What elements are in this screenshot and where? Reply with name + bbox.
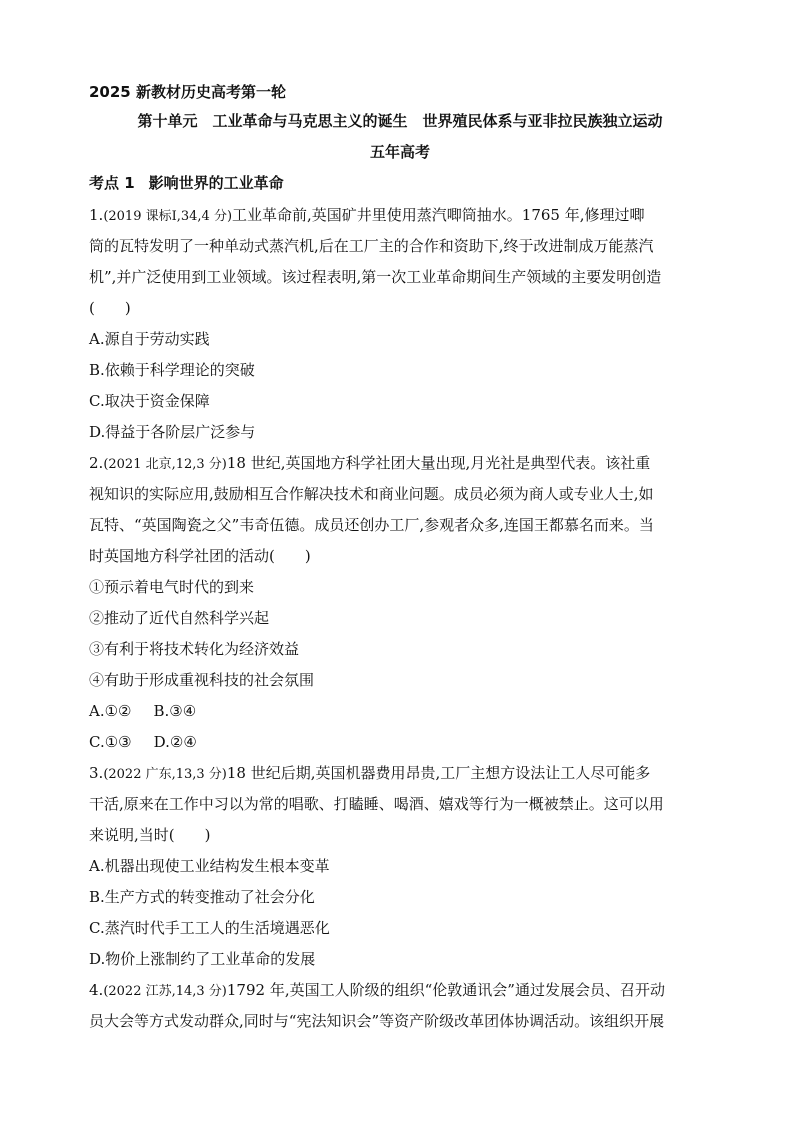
question-number: 4.: [89, 981, 104, 999]
unit-title: 第十单元 工业革命与马克思主义的诞生 世界殖民体系与亚非拉民族独立运动: [137, 112, 663, 130]
option-a: A.①②: [89, 702, 132, 720]
option-a: A.机器出现使工业结构发生根本变革: [89, 857, 330, 875]
question-line: 筒的瓦特发明了一种单动式蒸汽机,后在工厂主的合作和资助下,终于改进制成万能蒸汽: [89, 237, 654, 255]
question-1: [89, 200, 711, 448]
question-text: 工业革命前,英国矿井里使用蒸汽唧筒抽水。1765 年,修理过唧: [232, 206, 645, 224]
question-line: 瓦特、“英国陶瓷之父”韦奇伍德。成员还创办工厂,参观者众多,连国王都慕名而来。当: [89, 516, 654, 534]
question-3: [89, 758, 711, 975]
option-b: B.③④: [153, 702, 197, 720]
question-line: 干活,原来在工作中习以为常的唱歌、打瞌睡、喝酒、嬉戏等行为一概被禁止。这可以用: [89, 795, 664, 813]
question-number: 2.: [89, 454, 104, 472]
question-text: 18 世纪后期,英国机器费用昂贵,工厂主想方设法让工人尽可能多: [226, 764, 651, 782]
question-line: ( ): [89, 299, 131, 317]
question-line: [89, 758, 711, 789]
option-d: D.得益于各阶层广泛参与: [89, 423, 256, 441]
section-title: 五年高考: [369, 143, 430, 161]
question-line: 时英国地方科学社团的活动( ): [89, 547, 311, 565]
question-line: [89, 448, 711, 479]
statement-2: ②推动了近代自然科学兴起: [89, 609, 270, 627]
question-text: 18 世纪,英国地方科学社团大量出现,月光社是典型代表。该社重: [226, 454, 651, 472]
question-number: 1.: [89, 206, 104, 224]
question-line: [89, 200, 711, 231]
question-line: 机”,并广泛使用到工业领域。该过程表明,第一次工业革命期间生产领域的主要发明创造: [89, 268, 662, 286]
question-line: 视知识的实际应用,鼓励相互合作解决技术和商业问题。成员必须为商人或专业人士,如: [89, 485, 654, 503]
question-source: (2019 课标Ⅰ,34,4 分): [103, 209, 233, 224]
document-page: [89, 78, 711, 1037]
question-line: [89, 975, 711, 1006]
option-row-cd: [89, 727, 711, 758]
option-c: C.取决于资金保障: [89, 392, 210, 410]
question-line: 来说明,当时( ): [89, 826, 211, 844]
kaodian-label: 考点 1: [89, 174, 135, 192]
question-text: 1792 年,英国工人阶级的组织“伦敦通讯会”通过发展会员、召开动: [226, 981, 665, 999]
option-c: C.蒸汽时代手工工人的生活境遇恶化: [89, 919, 330, 937]
question-source: (2022 广东,13,3 分): [103, 767, 227, 782]
statement-4: ④有助于形成重视科技的社会氛围: [89, 671, 315, 689]
question-2: [89, 448, 711, 758]
statement-3: ③有利于将技术转化为经济效益: [89, 640, 300, 658]
question-source: (2022 江苏,14,3 分): [103, 984, 227, 999]
option-b: B.生产方式的转变推动了社会分化: [89, 888, 315, 906]
option-row-ab: [89, 696, 711, 727]
doc-header: 2025 新教材历史高考第一轮: [89, 83, 286, 101]
question-4: [89, 975, 711, 1037]
question-source: (2021 北京,12,3 分): [103, 457, 227, 472]
option-c: C.①③: [89, 733, 132, 751]
statement-1: ①预示着电气时代的到来: [89, 578, 255, 596]
question-number: 3.: [89, 764, 104, 782]
option-d: D.物价上涨制约了工业革命的发展: [89, 950, 316, 968]
option-a: A.源自于劳动实践: [89, 330, 210, 348]
question-line: 员大会等方式发动群众,同时与“宪法知识会”等资产阶级改革团体协调活动。该组织开展: [89, 1012, 665, 1030]
kaodian-heading: [89, 168, 711, 198]
option-d: D.②④: [153, 733, 197, 751]
kaodian-name: 影响世界的工业革命: [148, 174, 284, 192]
option-b: B.依赖于科学理论的突破: [89, 361, 255, 379]
